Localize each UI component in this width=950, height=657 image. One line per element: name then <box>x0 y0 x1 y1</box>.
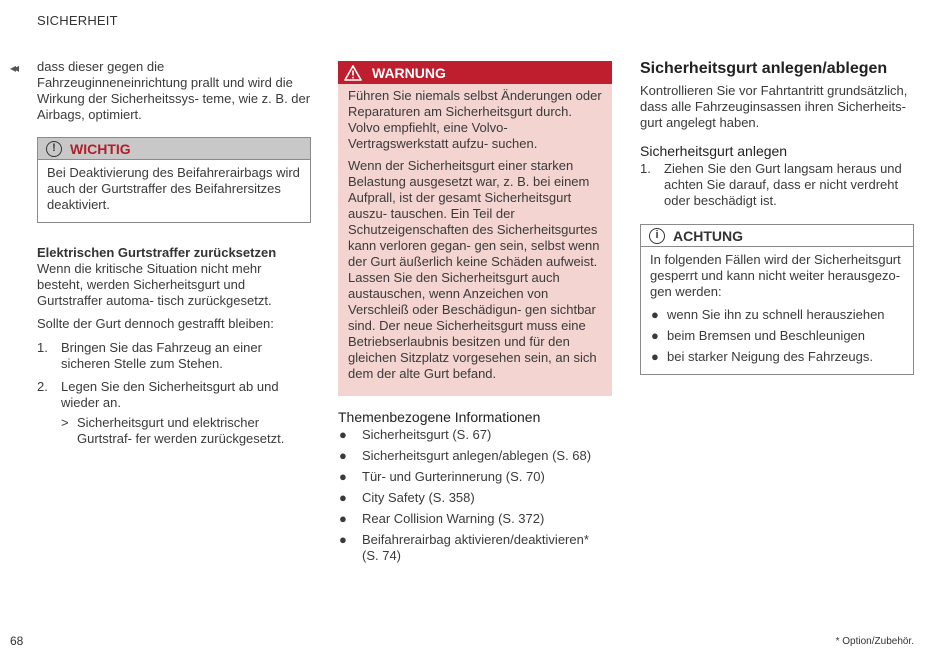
achtung-title: ACHTUNG <box>673 227 743 244</box>
step-number: 2. <box>37 379 48 394</box>
warnung-box <box>338 61 612 396</box>
warnung-paragraph-2: Wenn der Sicherheitsgurt einer starken Belastung ausgesetzt war, z. B. bei einem Aufprall, ist der gesamt Sicherheitsgurt auszu- tauschen. Ein Teil der Schutzeigenschaften des Sicherheitsgurtes kann verloren gegan- gen sein, selbst wenn der Gurt äußerlich keine Schäden aufweist. Lassen Sie den Sicherheitsgurt auch austauschen, wenn Anzeichen von Verschleiß oder Beschädigun- gen sichtbar sind. Der neue Sicherheitsgurt muss eine Betriebserlaubnis besitzen und für den gleichen Sitzplatz vorgesehen sein, an sich dem der alte Gurt befand. <box>348 158 600 381</box>
warnung-paragraph-1: Führen Sie niemals selbst Änderungen oder Reparaturen am Sicherheitsgurt durch. Volvo empfiehlt, eine Volvo-Vertragswerkstatt aufzu- suchen. <box>348 88 602 151</box>
result-text: Sicherheitsgurt und elektrischer Gurtstraf- fer werden zurückgesetzt. <box>77 415 285 446</box>
related-link[interactable]: ● Tür- und Gurterinnerung (S. 70) <box>339 469 545 484</box>
achtung-list-item: ● beim Bremsen und Beschleunigen <box>651 328 866 343</box>
page-number: 68 <box>10 634 24 648</box>
achtung-text: In folgenden Fällen wird der Sicherheitsgurt gesperrt und kann nicht weiter herausgezo- gen werden: <box>650 252 901 299</box>
related-link[interactable]: ● Sicherheitsgurt anlegen/ablegen (S. 68) <box>339 448 592 463</box>
warnung-title: WARNUNG <box>372 64 446 81</box>
achtung-body <box>641 247 913 374</box>
footnote: * Option/Zubehör. <box>835 636 914 647</box>
exclamation-icon: ! <box>46 141 62 157</box>
related-link[interactable]: ● City Safety (S. 358) <box>339 490 475 505</box>
intro-paragraph: dass dieser gegen die Fahrzeuginneneinrichtung prallt und wird die Wirkung der Sicherheitssys- teme, wie z. B. der Airbags, optimiert. <box>37 59 311 122</box>
step-number: 1. <box>37 340 48 355</box>
result-marker: > <box>61 415 69 430</box>
reset-paragraph: Wenn die kritische Situation nicht mehr besteht, werden Sicherheitsgurt und Gurtstraffer automa- tisch zurückgesetzt. <box>37 261 272 308</box>
column-left <box>37 59 311 447</box>
step-result <box>61 415 311 447</box>
achtung-header <box>641 225 913 247</box>
related-link[interactable]: ● Sicherheitsgurt (S. 67) <box>339 427 492 442</box>
wichtig-header <box>38 138 310 160</box>
warnung-body <box>338 84 612 396</box>
related-info-heading: Themenbezogene Informationen <box>338 409 541 425</box>
related-link[interactable]: ● Rear Collision Warning (S. 372) <box>339 511 545 526</box>
info-icon: i <box>649 228 665 244</box>
continued-from-previous-icon: ◂◂ <box>10 61 17 75</box>
still-tensioned-paragraph: Sollte der Gurt dennoch gestrafft bleiben: <box>37 316 274 331</box>
wichtig-title: WICHTIG <box>70 140 131 157</box>
fasten-heading: Sicherheitsgurt anlegen <box>640 143 788 159</box>
warnung-header <box>338 61 612 84</box>
achtung-box <box>640 224 914 375</box>
step-number: 1. <box>640 161 651 176</box>
topic-title: Sicherheitsgurt anlegen/ablegen <box>640 60 888 77</box>
related-list <box>338 427 612 564</box>
section-title: SICHERHEIT <box>37 13 118 28</box>
step-2 <box>37 379 311 411</box>
column-middle <box>338 61 612 564</box>
related-link[interactable]: ● Beifahrerairbag aktivieren/deaktivieren* (S. 74) <box>339 532 589 563</box>
fasten-step-1 <box>640 161 914 209</box>
step-text: Legen Sie den Sicherheitsgurt ab und wieder an. <box>61 379 279 410</box>
step-text: Bringen Sie das Fahrzeug an einer sicheren Stelle zum Stehen. <box>61 340 262 371</box>
topic-intro: Kontrollieren Sie vor Fahrtantritt grundsätzlich, dass alle Fahrzeuginsassen ihren Sicherheits- gurt angelegt haben. <box>640 83 908 130</box>
column-right <box>640 59 914 375</box>
achtung-list-item: ● bei starker Neigung des Fahrzeugs. <box>651 349 873 364</box>
wichtig-text: Bei Deaktivierung des Beifahrerairbags wird auch der Gurtstraffer des Beifahrersitzes deaktiviert. <box>47 165 300 212</box>
warning-triangle-icon <box>344 65 362 81</box>
wichtig-box <box>37 137 311 223</box>
achtung-list-item: ● wenn Sie ihn zu schnell herausziehen <box>651 307 885 322</box>
step-text: Ziehen Sie den Gurt langsam heraus und achten Sie darauf, dass er nicht verdreht oder beschädigt ist. <box>664 161 902 208</box>
step-1 <box>37 340 311 372</box>
reset-heading: Elektrischen Gurtstraffer zurücksetzen <box>37 245 277 260</box>
